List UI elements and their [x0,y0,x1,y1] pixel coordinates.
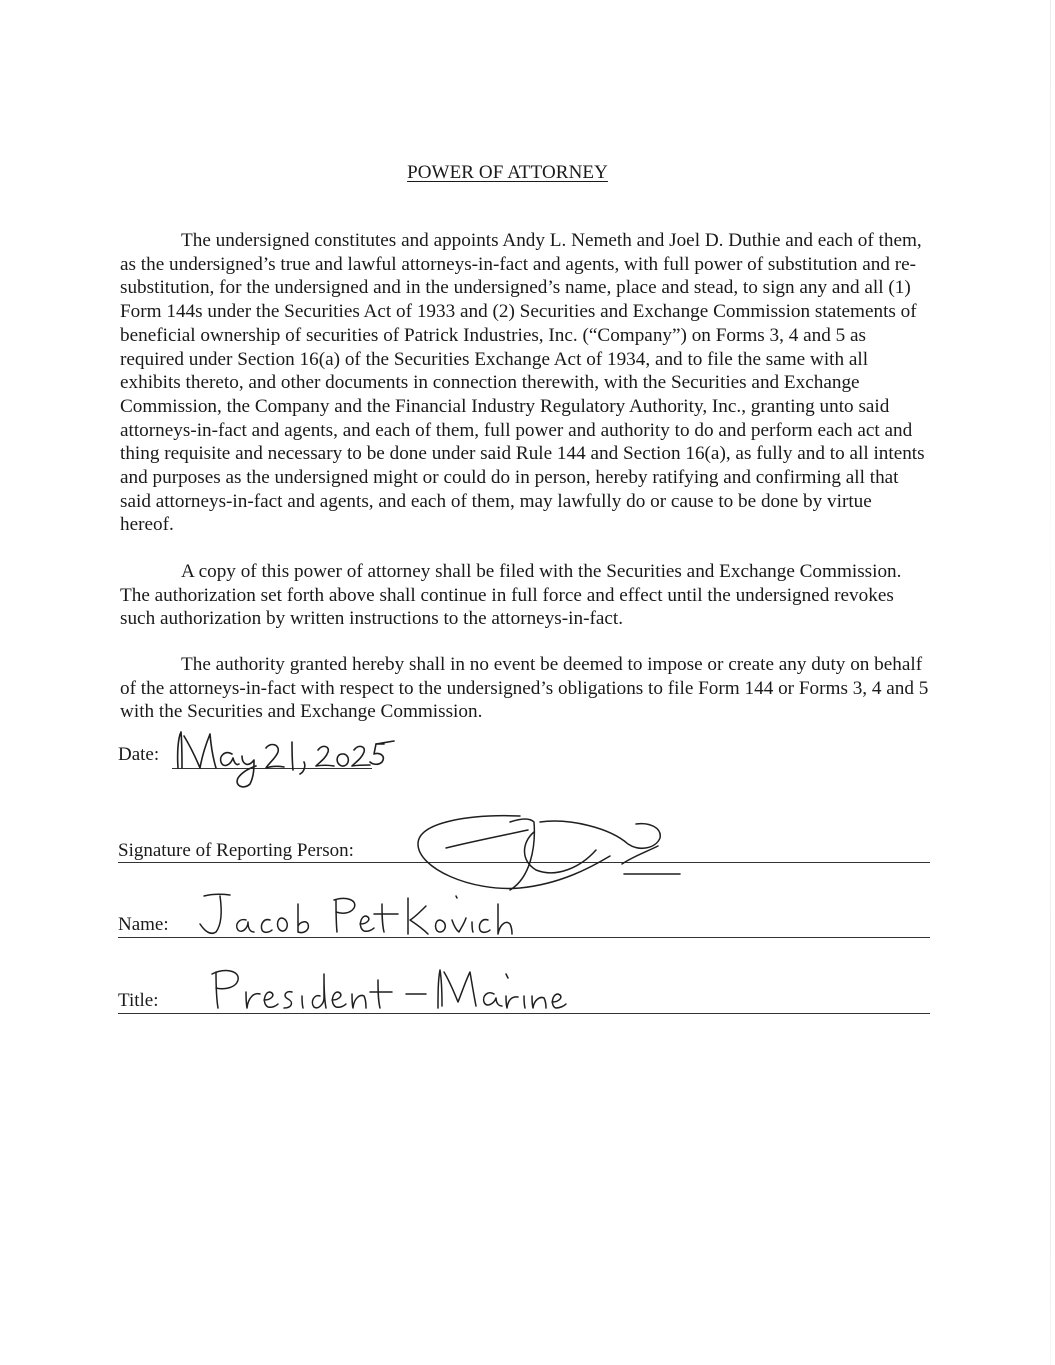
paragraph-text: The authority granted hereby shall in no event be deemed to impose or create any duty on behalf of the attorneys-in-fact with respect to the undersigned’s obligations to file Form 144 or Forms 3, 4 and 5 with the Securities and Exchange Commission. [120,654,929,723]
paragraph-filing [120,560,930,631]
paragraph-appointment [120,229,930,537]
paragraph-text: A copy of this power of attorney shall be filed with the Securities and Exchange Commission. The authorization set forth above shall continue in full force and effect until the undersigned revokes such authorization by written instructions to the attorneys-in-fact. [120,561,902,630]
handwritten-signature [410,808,700,898]
handwritten-name [196,890,526,942]
signature-label: Signature of Reporting Person: [118,840,354,861]
paragraph-text: The undersigned constitutes and appoints Andy L. Nemeth and Joel D. Duthie and each of them, as the undersigned’s true and lawful attorneys-in-fact and agents, with full power of substitution and re-substitution, for the undersigned and in the undersigned’s name, place and stead, to sign any and all (1) Form 144s under the Securities Act of 1933 and (2) Securities and Exchange Commission statements of beneficial ownership of securities of Patrick Industries, Inc. (“Company”) on Forms 3, 4 and 5 as required under Section 16(a) of the Securities Exchange Act of 1934, and to file the same with all exhibits thereto, and other documents in connection therewith, with the Securities and Exchange Commission, the Company and the Financial Industry Regulatory Authority, Inc., granting unto said attorneys-in-fact and agents, and each of them, full power and authority to do and perform each act and thing requisite and necessary to be done under said Rule 144 and Section 16(a), as fully and to all intents and purposes as the undersigned might or could do in person, hereby ratifying and confirming all that said attorneys-in-fact and agents, and each of them, may lawfully do or cause to be done by virtue hereof. [120,230,925,536]
date-label: Date: [118,744,160,765]
name-label: Name: [118,914,169,935]
document-title: POWER OF ATTORNEY [407,162,608,183]
handwritten-date [170,728,400,790]
paragraph-authority [120,653,930,724]
handwritten-title [206,962,576,1014]
title-label: Title: [118,990,159,1011]
scan-edge [1050,0,1051,1365]
